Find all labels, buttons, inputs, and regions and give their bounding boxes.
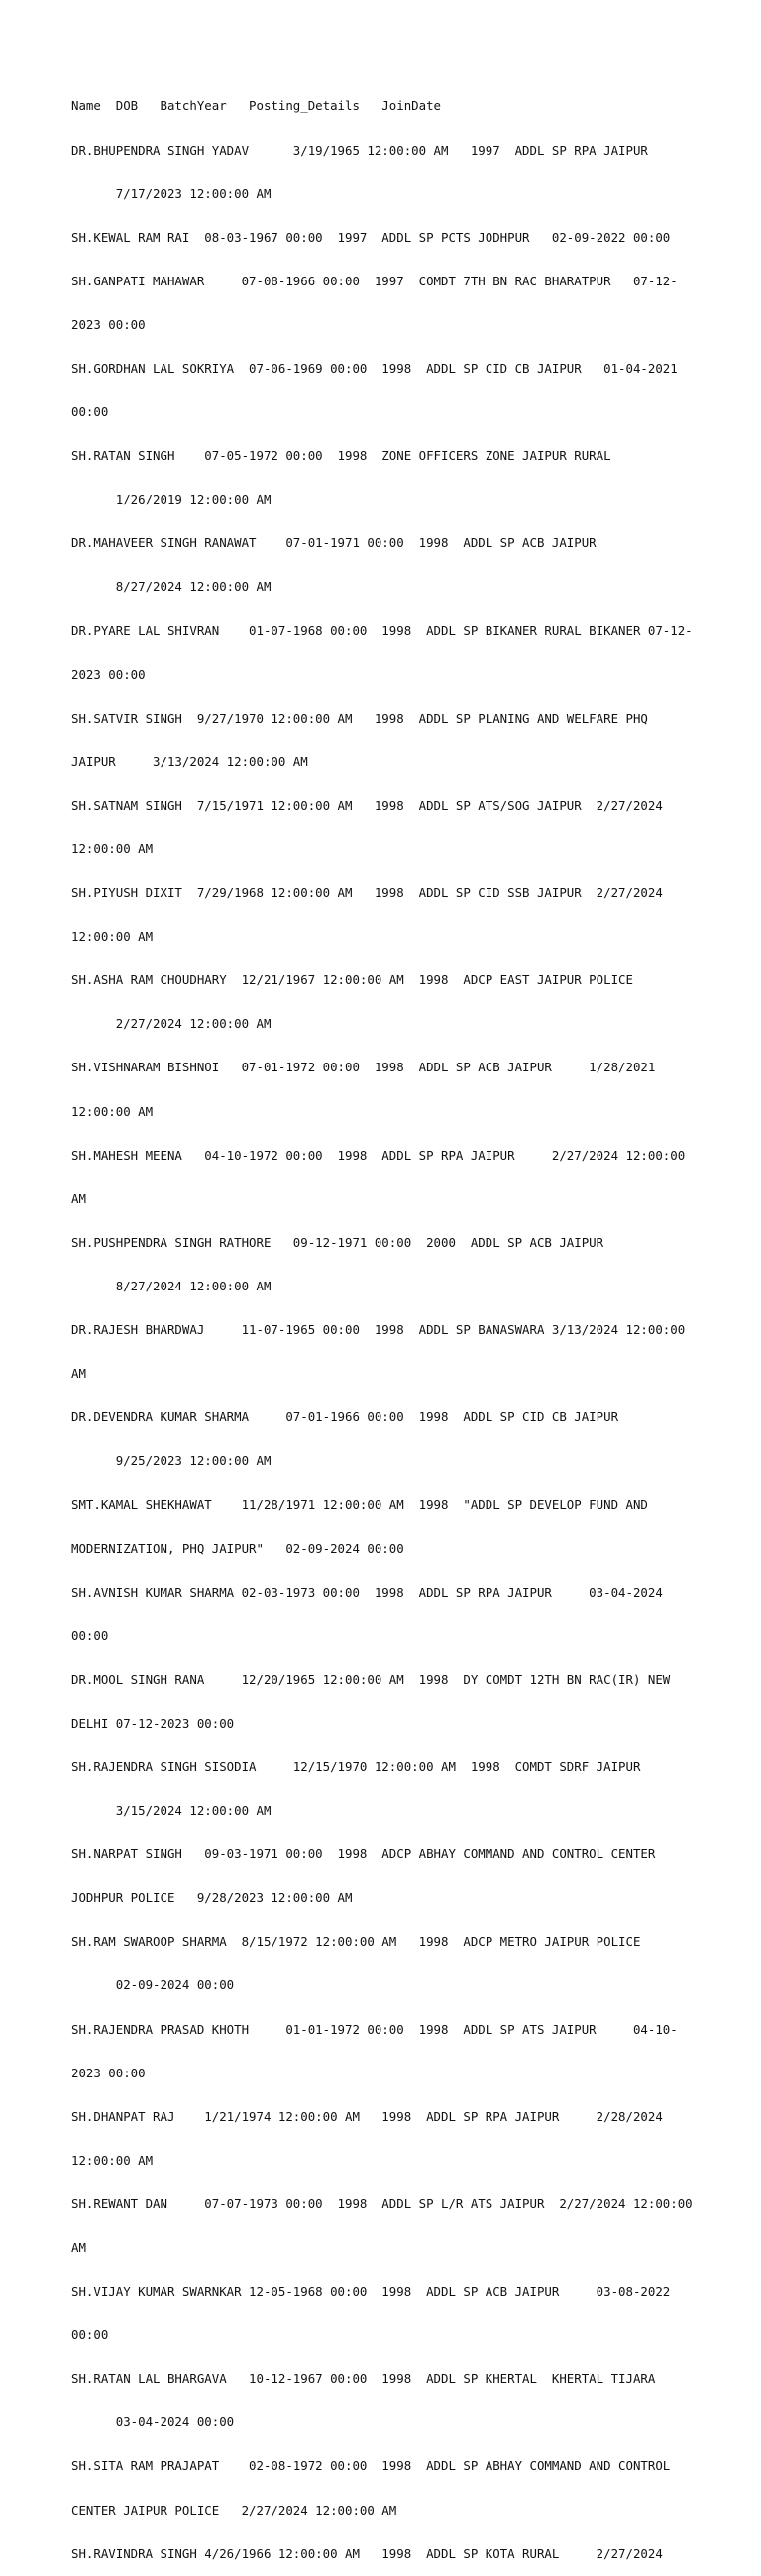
text-line: DELHI 07-12-2023 00:00 [71,1715,235,1731]
text-line: 2023 00:00 [71,2065,146,2080]
text-line: SH.SATVIR SINGH 9/27/1970 12:00:00 AM 1998 ADDL SP PLANING AND WELFARE PHQ [71,710,648,726]
text-line: 7/17/2023 12:00:00 AM [71,185,272,201]
text-line: SH.RATAN SINGH 07-05-1972 00:00 1998 ZONE OFFICERS ZONE JAIPUR RURAL [71,448,611,464]
text-line: SH.SITA RAM PRAJAPAT 02-08-1972 00:00 1998 ADDL SP ABHAY COMMAND AND CONTROL [71,2458,671,2474]
text-line: 02-09-2024 00:00 [71,1977,235,1993]
text-line: 1/26/2019 12:00:00 AM [71,492,272,507]
text-line: 03-04-2024 00:00 [71,2414,235,2430]
text-line: 8/27/2024 12:00:00 AM [71,1278,272,1293]
text-line: SH.REWANT DAN 07-07-1973 00:00 1998 ADDL SP L/R ATS JAIPUR 2/27/2024 12:00:00 [71,2195,693,2211]
text-line: 8/27/2024 12:00:00 AM [71,579,272,595]
text-line: SH.PIYUSH DIXIT 7/29/1968 12:00:00 AM 1998 ADDL SP CID SSB JAIPUR 2/27/2024 [71,885,663,901]
text-line: MODERNIZATION, PHQ JAIPUR" 02-09-2024 00:00 [71,1540,404,1556]
text-line: SH.RAM SWAROOP SHARMA 8/15/1972 12:00:00 AM 1998 ADCP METRO JAIPUR POLICE [71,1934,641,1950]
text-line: 12:00:00 AM [71,2152,154,2168]
text-line: SH.RAJENDRA PRASAD KHOTH 01-01-1972 00:00 1998 ADDL SP ATS JAIPUR 04-10- [71,2021,678,2037]
text-line: CENTER JAIPUR POLICE 2/27/2024 12:00:00 AM [71,2502,397,2518]
column-header: Name DOB BatchYear Posting_Details JoinDate [71,98,441,114]
text-line: SH.RAVINDRA SINGH 4/26/1966 12:00:00 AM 1998 ADDL SP KOTA RURAL 2/27/2024 [71,2545,663,2561]
text-line: SH.DHANPAT RAJ 1/21/1974 12:00:00 AM 1998 ADDL SP RPA JAIPUR 2/28/2024 [71,2108,663,2124]
text-line: AM [71,1190,86,1206]
text-line: SH.ASHA RAM CHOUDHARY 12/21/1967 12:00:00 AM 1998 ADCP EAST JAIPUR POLICE [71,972,633,988]
text-line: 00:00 [71,2327,109,2343]
text-line: 3/15/2024 12:00:00 AM [71,1803,272,1819]
text-line: SH.RAJENDRA SINGH SISODIA 12/15/1970 12:00:00 AM 1998 COMDT SDRF JAIPUR [71,1758,641,1774]
text-line: 2/27/2024 12:00:00 AM [71,1016,272,1032]
text-line: DR.MOOL SINGH RANA 12/20/1965 12:00:00 AM 1998 DY COMDT 12TH BN RAC(IR) NEW [71,1671,671,1687]
text-line: 00:00 [71,1627,109,1643]
text-line: DR.RAJESH BHARDWAJ 11-07-1965 00:00 1998 ADDL SP BANASWARA 3/13/2024 12:00:00 [71,1322,686,1338]
text-line: AM [71,2240,86,2255]
document-body [71,70,696,2576]
text-line: SH.RATAN LAL BHARGAVA 10-12-1967 00:00 1998 ADDL SP KHERTAL KHERTAL TIJARA [71,2371,656,2387]
text-line: SH.PUSHPENDRA SINGH RATHORE 09-12-1971 00:00 2000 ADDL SP ACB JAIPUR [71,1234,604,1250]
text-line: SH.AVNISH KUMAR SHARMA 02-03-1973 00:00 1998 ADDL SP RPA JAIPUR 03-04-2024 [71,1584,663,1600]
text-line: 9/25/2023 12:00:00 AM [71,1453,272,1469]
text-line: SH.VISHNARAM BISHNOI 07-01-1972 00:00 1998 ADDL SP ACB JAIPUR 1/28/2021 [71,1060,656,1075]
text-line: SH.MAHESH MEENA 04-10-1972 00:00 1998 ADDL SP RPA JAIPUR 2/27/2024 12:00:00 [71,1147,686,1163]
text-line: AM [71,1366,86,1382]
text-line: DR.MAHAVEER SINGH RANAWAT 07-01-1971 00:00 1998 ADDL SP ACB JAIPUR [71,535,597,551]
text-line: JODHPUR POLICE 9/28/2023 12:00:00 AM [71,1890,353,1906]
text-line: 00:00 [71,404,109,420]
text-line: DR.BHUPENDRA SINGH YADAV 3/19/1965 12:00:00 AM 1997 ADDL SP RPA JAIPUR [71,142,648,158]
text-line: 2023 00:00 [71,316,146,332]
text-line: 2023 00:00 [71,666,146,682]
text-line: SH.KEWAL RAM RAI 08-03-1967 00:00 1997 ADDL SP PCTS JODHPUR 02-09-2022 00:00 [71,229,671,245]
text-line: 12:00:00 AM [71,929,154,945]
text-line: JAIPUR 3/13/2024 12:00:00 AM [71,753,308,769]
text-line: SH.SATNAM SINGH 7/15/1971 12:00:00 AM 1998 ADDL SP ATS/SOG JAIPUR 2/27/2024 [71,797,663,813]
text-line: SH.GANPATI MAHAWAR 07-08-1966 00:00 1997 COMDT 7TH BN RAC BHARATPUR 07-12- [71,273,678,288]
text-line: DR.DEVENDRA KUMAR SHARMA 07-01-1966 00:00 1998 ADDL SP CID CB JAIPUR [71,1409,619,1425]
text-line: SH.NARPAT SINGH 09-03-1971 00:00 1998 ADCP ABHAY COMMAND AND CONTROL CENTER [71,1847,656,1862]
text-line: 12:00:00 AM [71,841,154,856]
text-line: SH.VIJAY KUMAR SWARNKAR 12-05-1968 00:00 1998 ADDL SP ACB JAIPUR 03-08-2022 [71,2284,671,2299]
text-line: DR.PYARE LAL SHIVRAN 01-07-1968 00:00 1998 ADDL SP BIKANER RURAL BIKANER 07-12- [71,622,693,638]
text-line: 12:00:00 AM [71,1103,154,1119]
text-line: SH.GORDHAN LAL SOKRIYA 07-06-1969 00:00 1998 ADDL SP CID CB JAIPUR 01-04-2021 [71,360,678,376]
text-line: SMT.KAMAL SHEKHAWAT 11/28/1971 12:00:00 AM 1998 "ADDL SP DEVELOP FUND AND [71,1497,648,1512]
